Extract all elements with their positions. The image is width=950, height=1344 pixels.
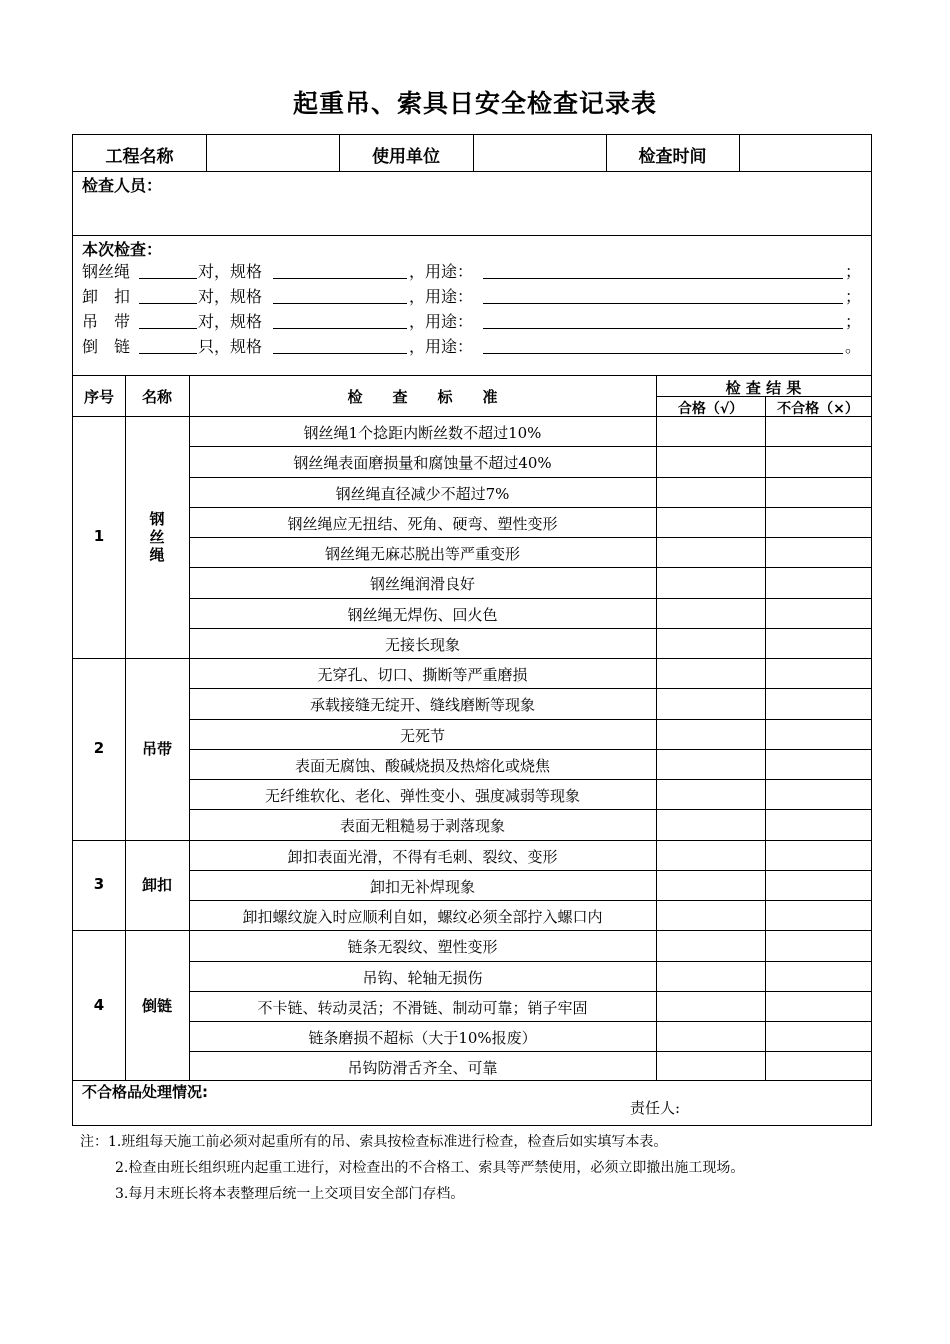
nonconforming-label: 不合格品处理情况: [82,1083,208,1101]
note-line: 注：1.班组每天施工前必须对起重所有的吊、索具按检查标准进行检查，检查后如实填写本表。 [80,1134,668,1150]
row-divider [189,628,871,629]
standard-header: 检 查 标 准 [347,388,498,406]
row-divider [189,809,871,810]
row-divider [189,991,871,992]
fail-cell[interactable] [766,961,871,991]
inspectors-field[interactable] [73,193,871,235]
group-name: 吊带 [141,739,172,758]
pass-cell[interactable] [657,477,765,507]
fail-cell[interactable] [766,477,871,507]
pass-header: 合格（√） [677,401,744,417]
check-standard-item: 钢丝绳表面磨损量和腐蚀量不超过40% [293,454,552,473]
check-standard-item: 卸扣螺纹旋入时应顺利自如，螺纹必须全部拧入螺口内 [242,908,603,926]
fail-cell[interactable] [766,537,871,567]
fail-cell[interactable] [766,749,871,779]
inventory-use-label: ，用途： [409,287,474,306]
pass-cell[interactable] [657,628,765,658]
group-name: 卸扣 [141,875,172,894]
row-divider [189,749,871,750]
this-inspection-label: 本次检查： [82,240,163,259]
group-seq: 2 [93,738,105,757]
row-divider [189,870,871,871]
pass-cell[interactable] [657,416,765,446]
inventory-use-blank[interactable] [483,278,843,279]
check-standard-item: 钢丝绳1个捻距内断丝数不超过10% [303,424,542,442]
check-standard-item: 链条无裂纹、塑性变形 [347,938,498,957]
row-divider [189,719,871,720]
pass-cell[interactable] [657,870,765,900]
row-divider [189,688,871,689]
fail-cell[interactable] [766,1051,871,1081]
check-standard-item: 无死节 [399,726,445,745]
inventory-qty-blank[interactable] [139,328,197,329]
pass-cell[interactable] [657,779,765,809]
pass-cell[interactable] [657,1021,765,1051]
pass-cell[interactable] [657,961,765,991]
inventory-spec-blank[interactable] [273,328,407,329]
row-divider [189,477,871,478]
inspection-time-field[interactable] [740,135,871,171]
fail-cell[interactable] [766,1021,871,1051]
check-standard-item: 钢丝绳直径减少不超过7% [335,484,510,503]
inspection-form [72,134,872,1126]
pass-cell[interactable] [657,930,765,960]
row-divider [189,1051,871,1052]
fail-cell[interactable] [766,658,871,688]
check-standard-item: 承载接缝无绽开、缝线磨断等现象 [309,696,535,715]
check-standard-item: 吊钩防滑舌齐全、可靠 [347,1059,498,1078]
project-name-field[interactable] [207,135,339,171]
inspection-time-label: 检查时间 [638,147,707,167]
pass-cell[interactable] [657,598,765,628]
inspectors-label: 检查人员： [82,176,163,195]
inventory-qty-blank[interactable] [139,303,197,304]
inventory-item-name: 倒 链 [82,337,131,356]
fail-cell[interactable] [766,416,871,446]
inventory-use-blank[interactable] [483,353,843,354]
inventory-line-end: ； [845,287,862,306]
pass-cell[interactable] [657,1051,765,1081]
fail-cell[interactable] [766,628,871,658]
pass-cell[interactable] [657,567,765,597]
note-line: 3.每月末班长将本表整理后统一上交项目安全部门存档。 [115,1186,465,1202]
inventory-qty-blank[interactable] [139,278,197,279]
project-name-label: 工程名称 [105,147,174,167]
row-divider [189,537,871,538]
pass-cell[interactable] [657,749,765,779]
check-standard-item: 吊钩、轮轴无损伤 [362,968,483,987]
check-standard-item: 无穿孔、切口、撕断等严重磨损 [317,666,528,684]
row-divider [189,900,871,901]
row-divider [189,598,871,599]
inventory-item-name: 吊 带 [82,312,131,331]
pass-cell[interactable] [657,446,765,476]
inventory-line-end: 。 [845,337,862,356]
inventory-qty-blank[interactable] [139,353,197,354]
seq-header: 序号 [83,388,114,406]
fail-cell[interactable] [766,870,871,900]
group-seq: 4 [93,995,105,1014]
form-title: 起重吊、索具日安全检查记录表 [292,89,657,118]
using-unit-label: 使用单位 [372,147,440,167]
fail-cell[interactable] [766,840,871,870]
name-header: 名称 [141,388,172,406]
fail-cell[interactable] [766,900,871,930]
using-unit-field[interactable] [474,135,606,171]
pass-cell[interactable] [657,658,765,688]
fail-cell[interactable] [766,930,871,960]
inventory-use-label: ，用途： [409,337,474,356]
row-divider [189,961,871,962]
fail-header: 不合格（×） [777,401,859,417]
pass-cell[interactable] [657,900,765,930]
inventory-use-label: ，用途： [409,262,474,281]
row-divider [189,779,871,780]
row-divider [189,1021,871,1022]
check-standard-item: 表面无粗糙易于剥落现象 [339,817,505,836]
responsible-label: 责任人: [630,1099,681,1117]
check-standard-item: 卸扣表面光滑，不得有毛刺、裂纹、变形 [287,847,558,866]
row-divider [189,567,871,568]
fail-cell[interactable] [766,688,871,718]
pass-cell[interactable] [657,688,765,718]
group-name: 钢 丝 绳 [149,510,165,564]
row-divider [189,446,871,447]
check-standard-item: 无纤维软化、老化、弹性变小、强度减弱等现象 [264,787,580,805]
fail-cell[interactable] [766,719,871,749]
inventory-spec-label: 对，规格 [198,262,263,281]
note-line: 2.检查由班长组织班内起重工进行，对检查出的不合格工、索具等严禁使用，必须立即撤出施工现场。 [115,1160,745,1176]
check-standard-item: 无接长现象 [384,635,460,654]
inventory-item-name: 卸 扣 [82,287,131,306]
check-standard-item: 表面无腐蚀、酸碱烧损及热熔化或烧焦 [294,756,550,775]
inventory-spec-blank[interactable] [273,353,407,354]
fail-cell[interactable] [766,779,871,809]
inventory-spec-label: 对，规格 [198,287,263,306]
pass-cell[interactable] [657,507,765,537]
result-header: 检 查 结 果 [725,379,802,397]
group-seq: 3 [93,874,105,893]
check-standard-item: 不卡链、转动灵活；不滑链、制动可靠；销子牢固 [257,998,588,1017]
inventory-line-end: ； [845,312,862,331]
check-standard-item: 钢丝绳无麻芯脱出等严重变形 [324,545,520,563]
inventory-use-blank[interactable] [483,303,843,304]
fail-cell[interactable] [766,991,871,1021]
fail-cell[interactable] [766,446,871,476]
row-divider [189,507,871,508]
check-standard-item: 钢丝绳无焊伤、回火色 [347,605,498,624]
check-standard-item: 钢丝绳润滑良好 [369,575,475,594]
check-standard-item: 链条磨损不超标（大于10%报废） [308,1029,537,1047]
pass-cell[interactable] [657,537,765,567]
fail-cell[interactable] [766,507,871,537]
inventory-use-blank[interactable] [483,328,843,329]
inventory-line-end: ； [845,262,862,281]
check-standard-item: 卸扣无补焊现象 [369,877,475,896]
fail-cell[interactable] [766,809,871,839]
pass-cell[interactable] [657,719,765,749]
fail-cell[interactable] [766,598,871,628]
group-name: 倒链 [141,996,172,1015]
inventory-spec-blank[interactable] [273,303,407,304]
group-seq: 1 [93,527,105,545]
pass-cell[interactable] [657,991,765,1021]
inventory-item-name: 钢丝绳 [82,262,131,281]
pass-cell[interactable] [657,840,765,870]
inventory-spec-blank[interactable] [273,278,407,279]
pass-cell[interactable] [657,809,765,839]
inventory-spec-label: 对，规格 [198,312,263,331]
check-standard-item: 钢丝绳应无扭结、死角、硬弯、塑性变形 [287,514,558,533]
inventory-spec-label: 只，规格 [198,337,263,356]
fail-cell[interactable] [766,567,871,597]
inventory-use-label: ，用途： [409,312,474,331]
